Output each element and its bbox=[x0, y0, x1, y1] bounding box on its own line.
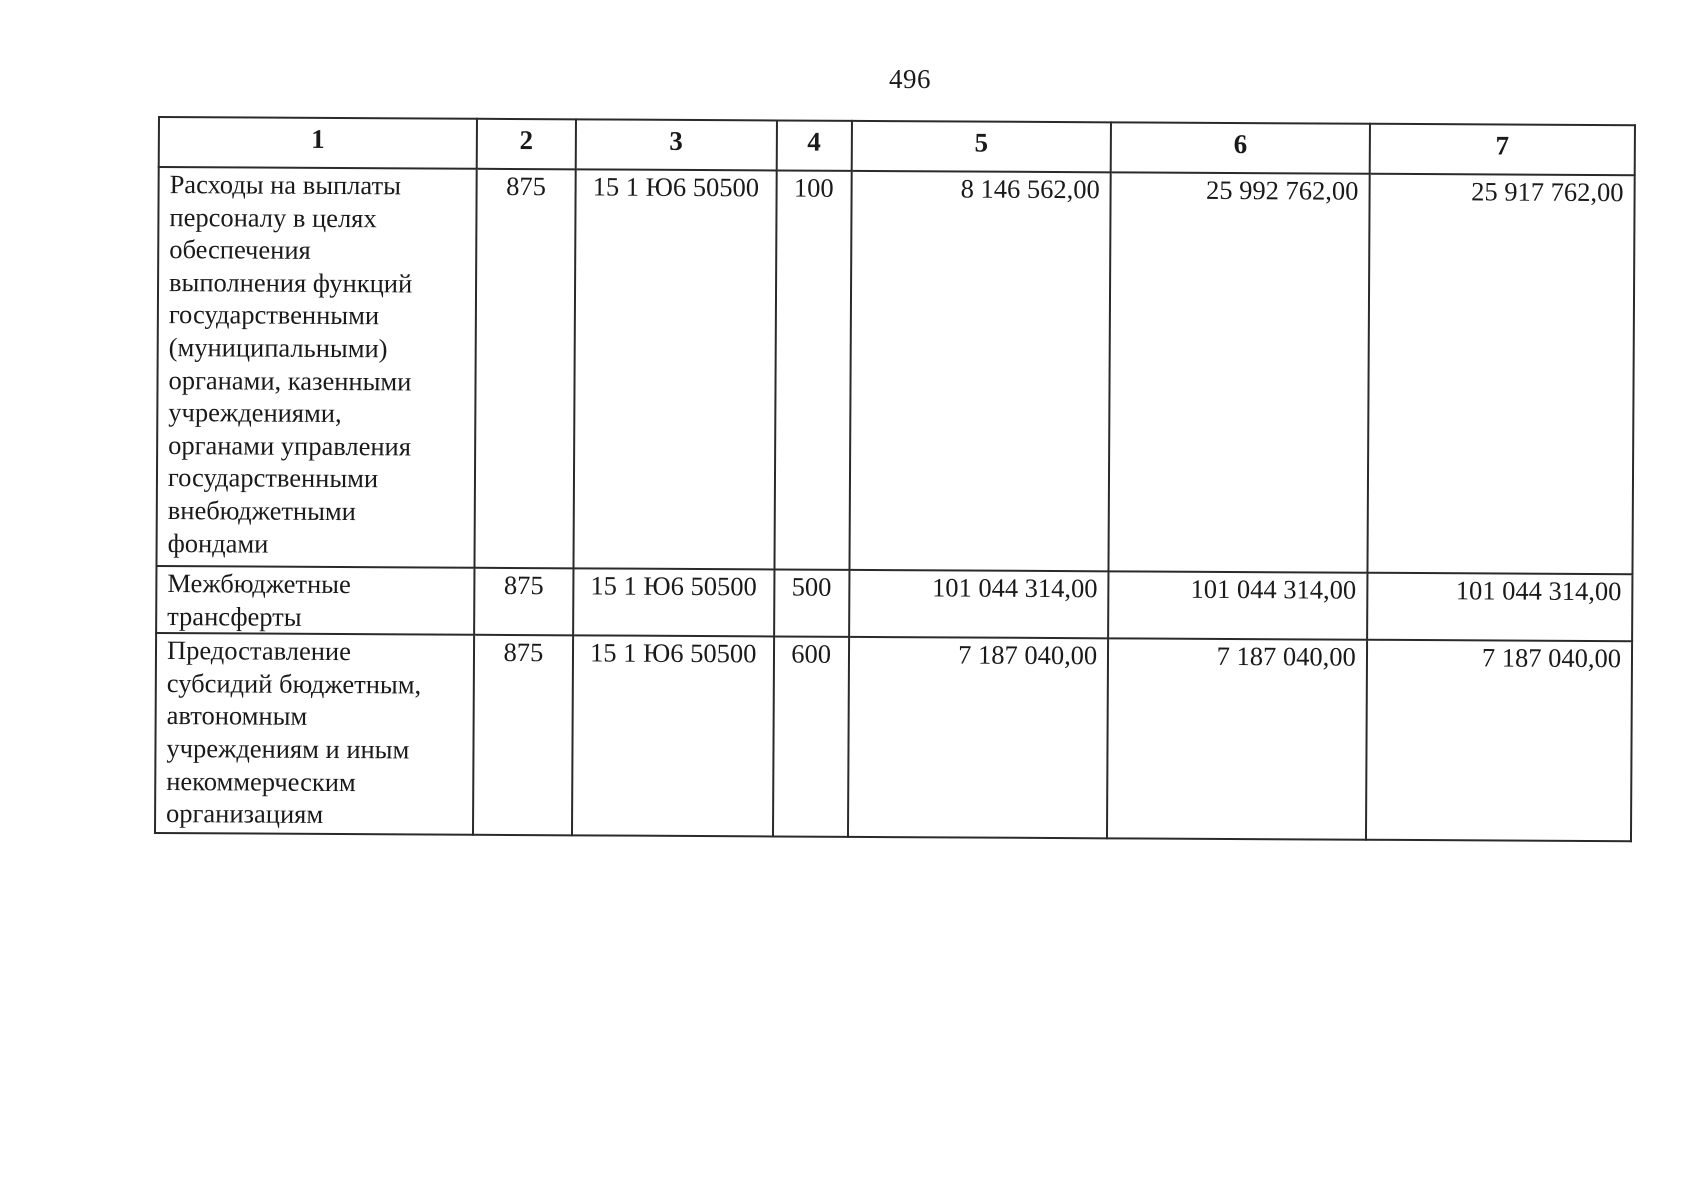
table-header bbox=[159, 117, 1635, 175]
row-name-line: органами управления bbox=[168, 429, 412, 462]
row-name-line: органами, казенными bbox=[168, 364, 412, 396]
row-chapter-code: 875 bbox=[474, 568, 573, 636]
table-body bbox=[155, 167, 1635, 841]
row-name-line: автономным bbox=[166, 700, 308, 732]
row-amount-col7: 25 917 762,00 bbox=[1367, 174, 1634, 574]
header-col-6: 6 bbox=[1111, 122, 1370, 173]
row-name-line: (муниципальными) bbox=[168, 332, 388, 364]
row-name-line: государственными bbox=[168, 299, 380, 331]
row-target-article: 15 1 Ю6 50500 bbox=[573, 169, 776, 569]
header-col-7: 7 bbox=[1370, 124, 1635, 175]
row-name-cell bbox=[156, 566, 475, 635]
table-row bbox=[156, 566, 1632, 641]
row-amount-col5: 101 044 314,00 bbox=[849, 570, 1109, 639]
budget-table bbox=[154, 116, 1636, 842]
row-target-article: 15 1 Ю6 50500 bbox=[572, 636, 774, 837]
row-name-line: трансферты bbox=[167, 600, 302, 632]
row-amount-col7: 7 187 040,00 bbox=[1366, 640, 1632, 841]
row-chapter-code: 875 bbox=[473, 635, 573, 836]
table-row bbox=[155, 633, 1632, 841]
row-name-line: Межбюджетные bbox=[167, 568, 351, 600]
row-expense-type: 100 bbox=[774, 170, 851, 569]
row-name-line: учреждениями, bbox=[168, 397, 342, 429]
document-sheet bbox=[154, 116, 1636, 842]
table-row bbox=[156, 167, 1634, 574]
row-amount-col6: 7 187 040,00 bbox=[1107, 639, 1367, 840]
row-name-cell bbox=[156, 167, 476, 568]
row-amount-col7: 101 044 314,00 bbox=[1367, 573, 1633, 642]
row-chapter-code: 875 bbox=[475, 169, 576, 569]
row-name-line: обеспечения bbox=[169, 234, 311, 266]
header-row bbox=[159, 117, 1635, 175]
row-name-line: Предоставление bbox=[166, 635, 352, 667]
row-target-article: 15 1 Ю6 50500 bbox=[573, 568, 775, 636]
row-name-line: выполнения функций bbox=[168, 266, 413, 299]
row-expense-type: 600 bbox=[773, 637, 849, 837]
row-name-line: персоналу в целях bbox=[169, 201, 377, 233]
row-amount-col5: 8 146 562,00 bbox=[849, 171, 1111, 571]
header-col-1: 1 bbox=[159, 117, 477, 169]
row-name-line: государственными bbox=[167, 462, 379, 494]
row-name-line: внебюджетными bbox=[167, 494, 357, 527]
header-col-2: 2 bbox=[477, 119, 576, 170]
header-col-5: 5 bbox=[851, 121, 1111, 172]
row-name-line: субсидий бюджетным, bbox=[166, 667, 422, 700]
page-number: 496 bbox=[889, 64, 931, 94]
row-name-line: некоммерческим bbox=[166, 765, 356, 797]
header-col-4: 4 bbox=[777, 120, 852, 170]
row-amount-col6: 101 044 314,00 bbox=[1108, 571, 1367, 640]
row-name-line: организациям bbox=[166, 798, 324, 830]
row-amount-col5: 7 187 040,00 bbox=[848, 637, 1109, 838]
row-name-cell bbox=[155, 633, 474, 835]
row-name-line: Расходы на выплаты bbox=[169, 169, 402, 201]
row-name-line: учреждениям и иным bbox=[166, 733, 410, 765]
row-amount-col6: 25 992 762,00 bbox=[1109, 172, 1370, 572]
row-expense-type: 500 bbox=[774, 569, 849, 637]
row-name-line: фондами bbox=[167, 527, 269, 559]
header-col-3: 3 bbox=[575, 119, 777, 170]
